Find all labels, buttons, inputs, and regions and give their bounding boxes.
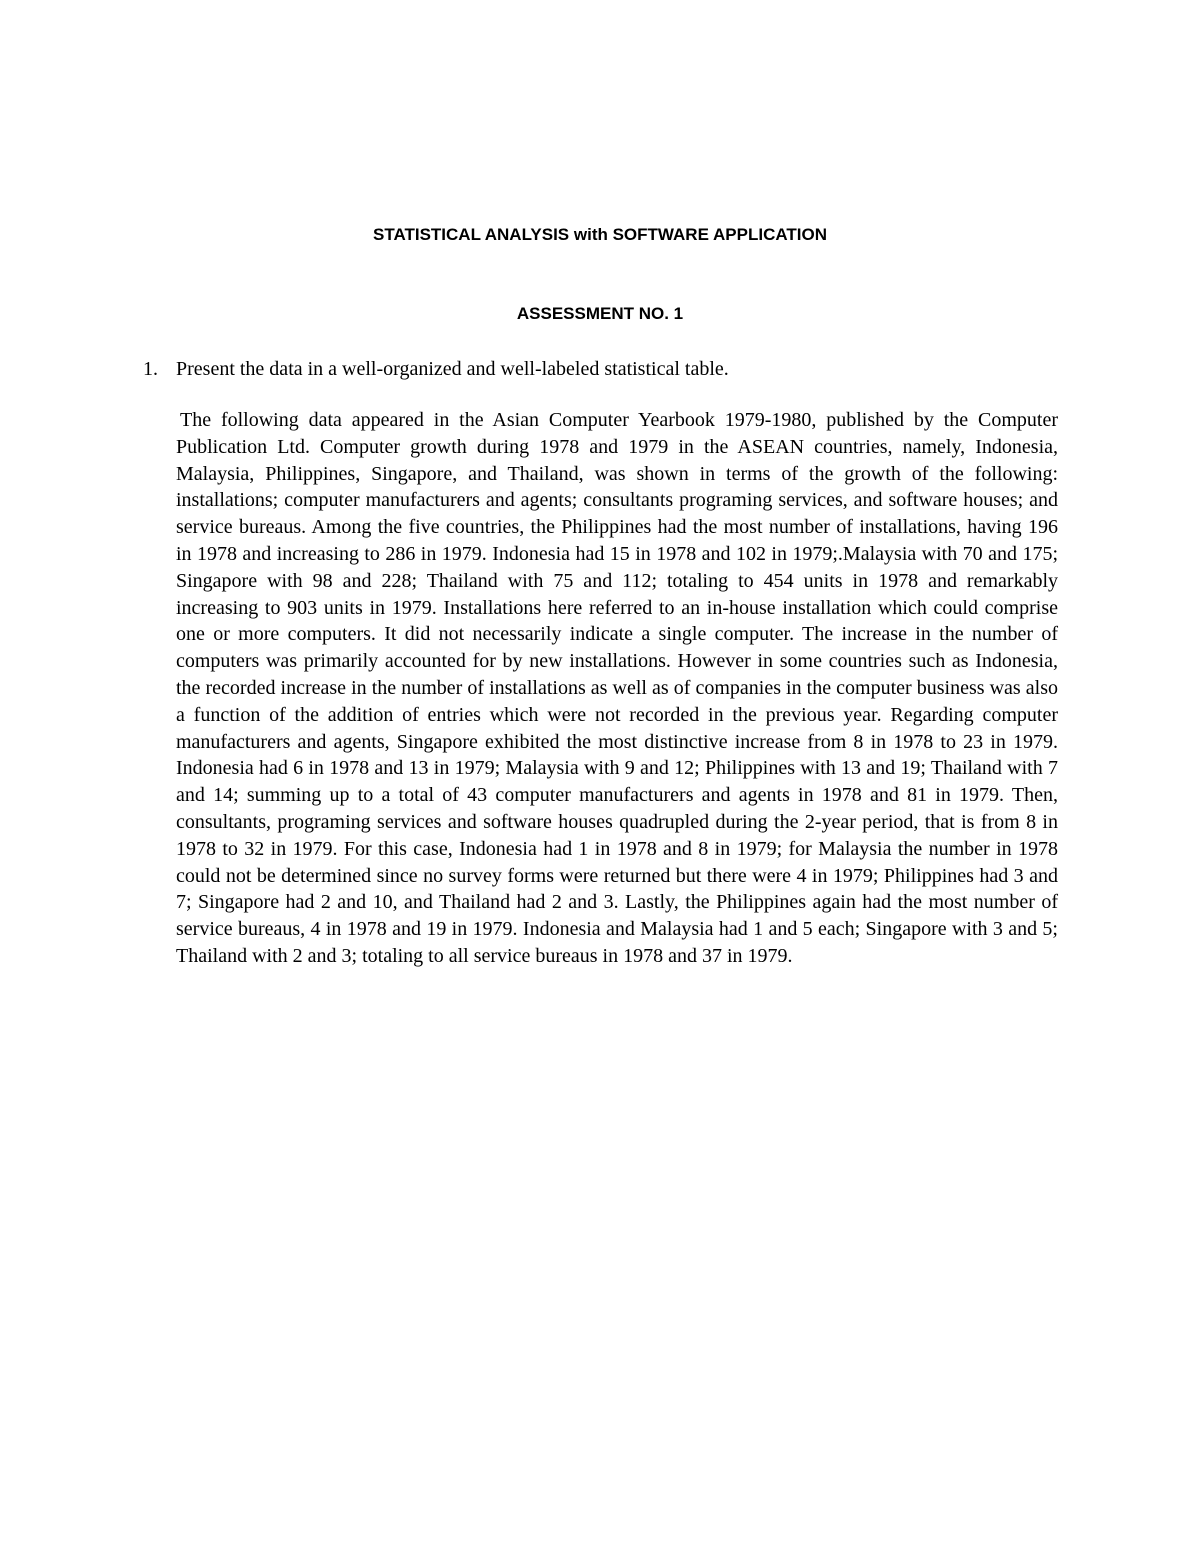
document-title: STATISTICAL ANALYSIS with SOFTWARE APPLICATION [373, 225, 827, 244]
question-item [143, 356, 1063, 382]
question-text: Present the data in a well-organized and well-labeled statistical table. [176, 358, 729, 380]
question-number: 1. [143, 358, 158, 380]
data-paragraph: The following data appeared in the Asian Computer Yearbook 1979-1980, published by the Computer Publication Ltd. Computer growth during 1978 and 1979 in the ASEAN countries, namely, Indonesia, Malaysia, Philippines, Singapore, and Thailand, was shown in terms of the growth of the following: installations; computer manufacturers and agents; consultants programing services, and software houses; and service bureaus. Among the five countries, the Philippines had the most number of installations, having 196 in 1978 and increasing to 286 in 1979. Indonesia had 15 in 1978 and 102 in 1979;.Malaysia with 70 and 175; Singapore with 98 and 228; Thailand with 75 and 112; totaling to 454 units in 1978 and remarkably increasing to 903 units in 1979. Installations here referred to an in-house installation which could comprise one or more computers. It did not necessarily indicate a single computer. The increase in the number of computers was primarily accounted for by new installations. However in some countries such as Indonesia, the recorded increase in the number of installations as well as of companies in the computer business was also a function of the addition of entries which were not recorded in the previous year. Regarding computer manufacturers and agents, Singapore exhibited the most distinctive increase from 8 in 1978 to 23 in 1979. Indonesia had 6 in 1978 and 13 in 1979; Malaysia with 9 and 12; Philippines with 13 and 19; Thailand with 7 and 14; summing up to a total of 43 computer manufacturers and agents in 1978 and 81 in 1979. Then, consultants, programing services and software houses quadrupled during the 2-year period, that is from 8 in 1978 to 32 in 1979. For this case, Indonesia had 1 in 1978 and 8 in 1979; for Malaysia the number in 1978 could not be determined since no survey forms were returned but there were 4 in 1979; Philippines had 3 and 7; Singapore had 2 and 10, and Thailand had 2 and 3. Lastly, the Philippines again had the most number of service bureaus, 4 in 1978 and 19 in 1979. Indonesia and Malaysia had 1 and 5 each; Singapore with 3 and 5; Thailand with 2 and 3; totaling to all service bureaus in 1978 and 37 in 1979. [176, 409, 1058, 967]
assessment-heading: ASSESSMENT NO. 1 [516, 304, 684, 323]
